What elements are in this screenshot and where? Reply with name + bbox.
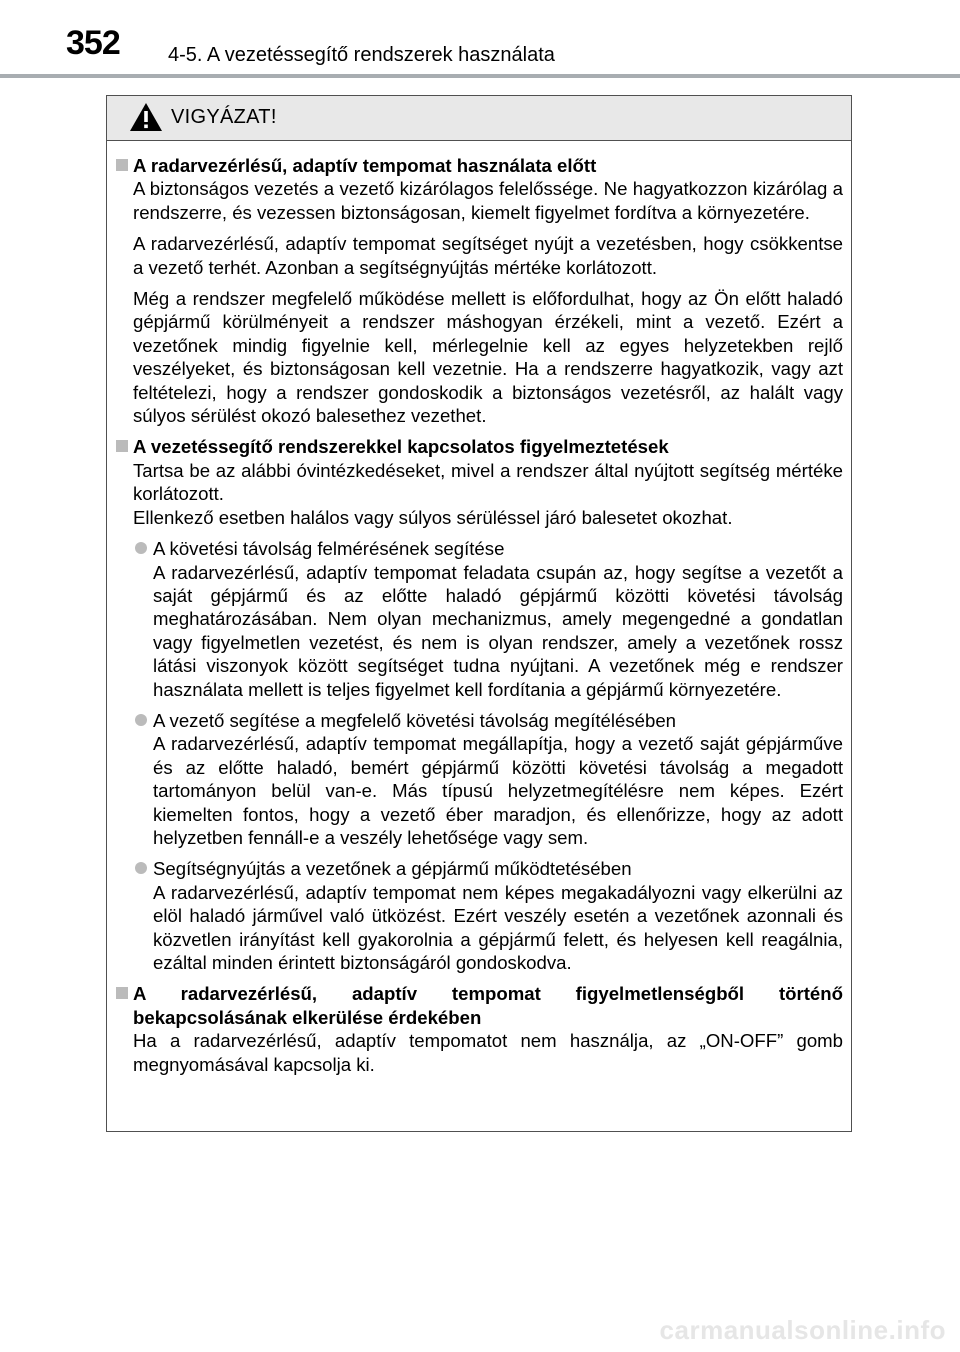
warning-content — [121, 154, 843, 1084]
list-item-title: A vezető segítése a megfelelő követési távolság megítélésében — [153, 709, 677, 731]
paragraph: A radarvezérlésű, adaptív tempomat segítséget nyújt a vezetésben, hogy csökkentse a vezető terhét. Azonban a segítségnyújtás mértéke korlátozott. — [133, 233, 843, 278]
section-heading: A radarvezérlésű, adaptív tempomat figyelmetlenségből történő bekapcsolásának elkerülése érdekében — [121, 982, 843, 1029]
section-heading: A vezetéssegítő rendszerekkel kapcsolatos figyelmeztetések — [121, 435, 843, 458]
list-item-text: A radarvezérlésű, adaptív tempomat nem képes megakadályozni vagy elkerülni az elöl haladó járművel való ütközést. Ezért veszély esetén a vezetőnek azonnali és közvetlen irányítást kell gyakorolnia a gépjármű felett, és helyesen kell reagálnia, ezáltal minden érintett biztonságáról gondoskodva. — [153, 881, 843, 973]
warning-section — [121, 982, 843, 1076]
paragraph: Ellenkező esetben halálos vagy súlyos sérüléssel járó balesetet okozhat. — [133, 506, 733, 528]
section-heading: A radarvezérlésű, adaptív tempomat használata előtt — [121, 154, 843, 177]
circle-bullet-icon — [135, 714, 147, 726]
circle-bullet-icon — [135, 542, 147, 554]
warning-section — [121, 435, 843, 974]
header-divider — [0, 74, 960, 78]
paragraph: Ha a radarvezérlésű, adaptív tempomatot nem használja, az „ON-OFF” gomb megnyomásával kapcsolja ki. — [133, 1030, 843, 1075]
warning-header — [107, 96, 851, 141]
square-bullet-icon — [116, 987, 128, 999]
square-bullet-icon — [116, 440, 128, 452]
list-item-text: A radarvezérlésű, adaptív tempomat megállapítja, hogy a vezető saját gépjárműve és az előtte haladó, bemért gépjármű közötti követési távolság a megadott tartományon belül van-e. Más típusú helyzetmegítélésre nem képes. Ezért kiemelten fontos, hogy a vezető éber maradjon, és ellenőrizze, hogy az adott helyzetben fennáll-e a veszély lehetősége vagy sem. — [153, 733, 843, 848]
warning-title: VIGYÁZAT! — [171, 106, 277, 128]
warning-triangle-icon — [129, 102, 163, 132]
circle-bullet-icon — [135, 862, 147, 874]
list-item — [121, 857, 843, 974]
paragraph: A biztonságos vezetés a vezető kizárólagos felelőssége. Ne hagyatkozzon kizárólag a rendszerre, és vezessen biztonságosan, kiemelt figyelmet fordítva a környezetére. — [133, 178, 843, 223]
page-header — [0, 0, 960, 80]
paragraph: Még a rendszer megfelelő működése mellett is előfordulhat, hogy az Ön előtt haladó gépjármű körülményeit a rendszer máshogyan érzékeli, mint a vezető. Ezért a vezetőnek mindig figyelnie kell, mérlegelnie kell az egyes helyzetekben rejlő veszélyeket, és biztonságosan kell vezetnie. Ha a rendszerre hagyatkozik, vagy azt feltételezi, hogy a rendszer gondoskodik a biztonságos vezetésről, az halált vagy súlyos sérülést okozó balesethez vezethet. — [133, 288, 843, 427]
list-item-text: A radarvezérlésű, adaptív tempomat feladata csupán az, hogy segítse a vezetőt a saját gépjármű és az előtte haladó gépjármű közötti követési távolság meghatározásában. Nem olyan mechanizmus, amely megengedné a gondatlan vagy figyelmetlen vezetést, és nem is olyan rendszer, amely a vezetőnek rossz látási viszonyok között segítséget tudna nyújtani. A vezetőnek még e rendszer használata mellett is teljes figyelmet kell fordítania a gépjármű környezetére. — [153, 561, 843, 700]
warning-box — [106, 95, 852, 1132]
list-item-title: Segítségnyújtás a vezetőnek a gépjármű működtetésében — [153, 858, 632, 880]
page-number: 352 — [66, 24, 120, 62]
list-item — [121, 709, 843, 849]
list-item-title: A követési távolság felmérésének segítése — [153, 538, 505, 560]
watermark-logo: carmanualsonline.info — [659, 1315, 946, 1345]
warning-section — [121, 154, 843, 427]
list-item — [121, 537, 843, 701]
section-title: 4-5. A vezetéssegítő rendszerek használata — [168, 44, 555, 66]
square-bullet-icon — [116, 159, 128, 171]
paragraph: Tartsa be az alábbi óvintézkedéseket, mivel a rendszer által nyújtott segítség mértéke korlátozott. — [133, 459, 843, 505]
